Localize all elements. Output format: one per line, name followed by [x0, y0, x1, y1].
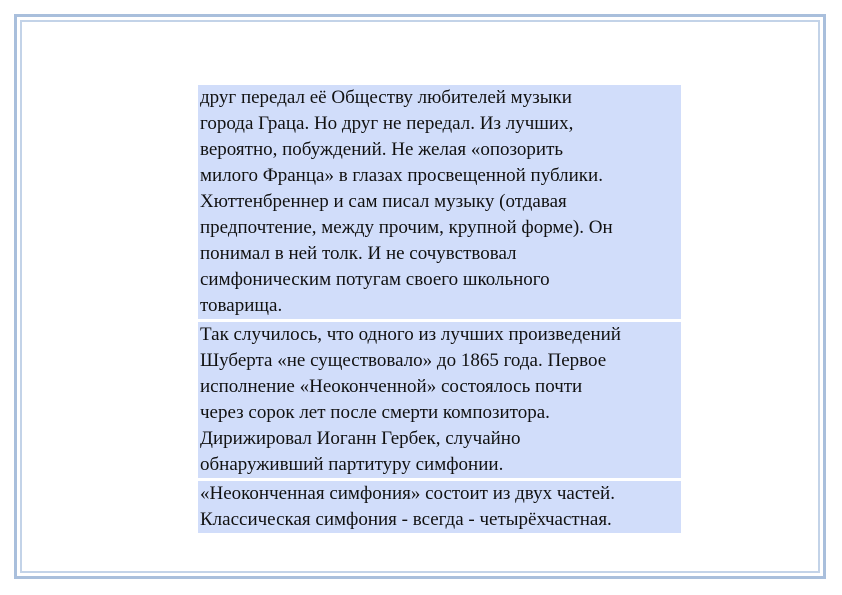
paragraph-3: «Неоконченная симфония» состоит из двух частей. Классическая симфония - всегда - четырёхчастная. — [198, 481, 681, 533]
paragraph-2: Так случилось, что одного из лучших произведений Шуберта «не существовало» до 1865 года. Первое исполнение «Неоконченной» состоялось почти через сорок лет после смерти композитора. Дирижировал Иоганн Гербек, случайно обнаруживший партитуру симфонии. — [198, 322, 681, 478]
paragraph-1: друг передал её Обществу любителей музыки города Граца. Но друг не передал. Из лучших, вероятно, побуждений. Не желая «опозорить милого Франца» в глазах просвещенной публики. Хюттенбреннер и сам писал музыку (отдавая предпочтение, между прочим, крупной форме). Он понимал в ней толк. И не сочувствовал симфоническим потугам своего школьного товарища. — [198, 85, 681, 319]
text-body — [198, 85, 681, 533]
